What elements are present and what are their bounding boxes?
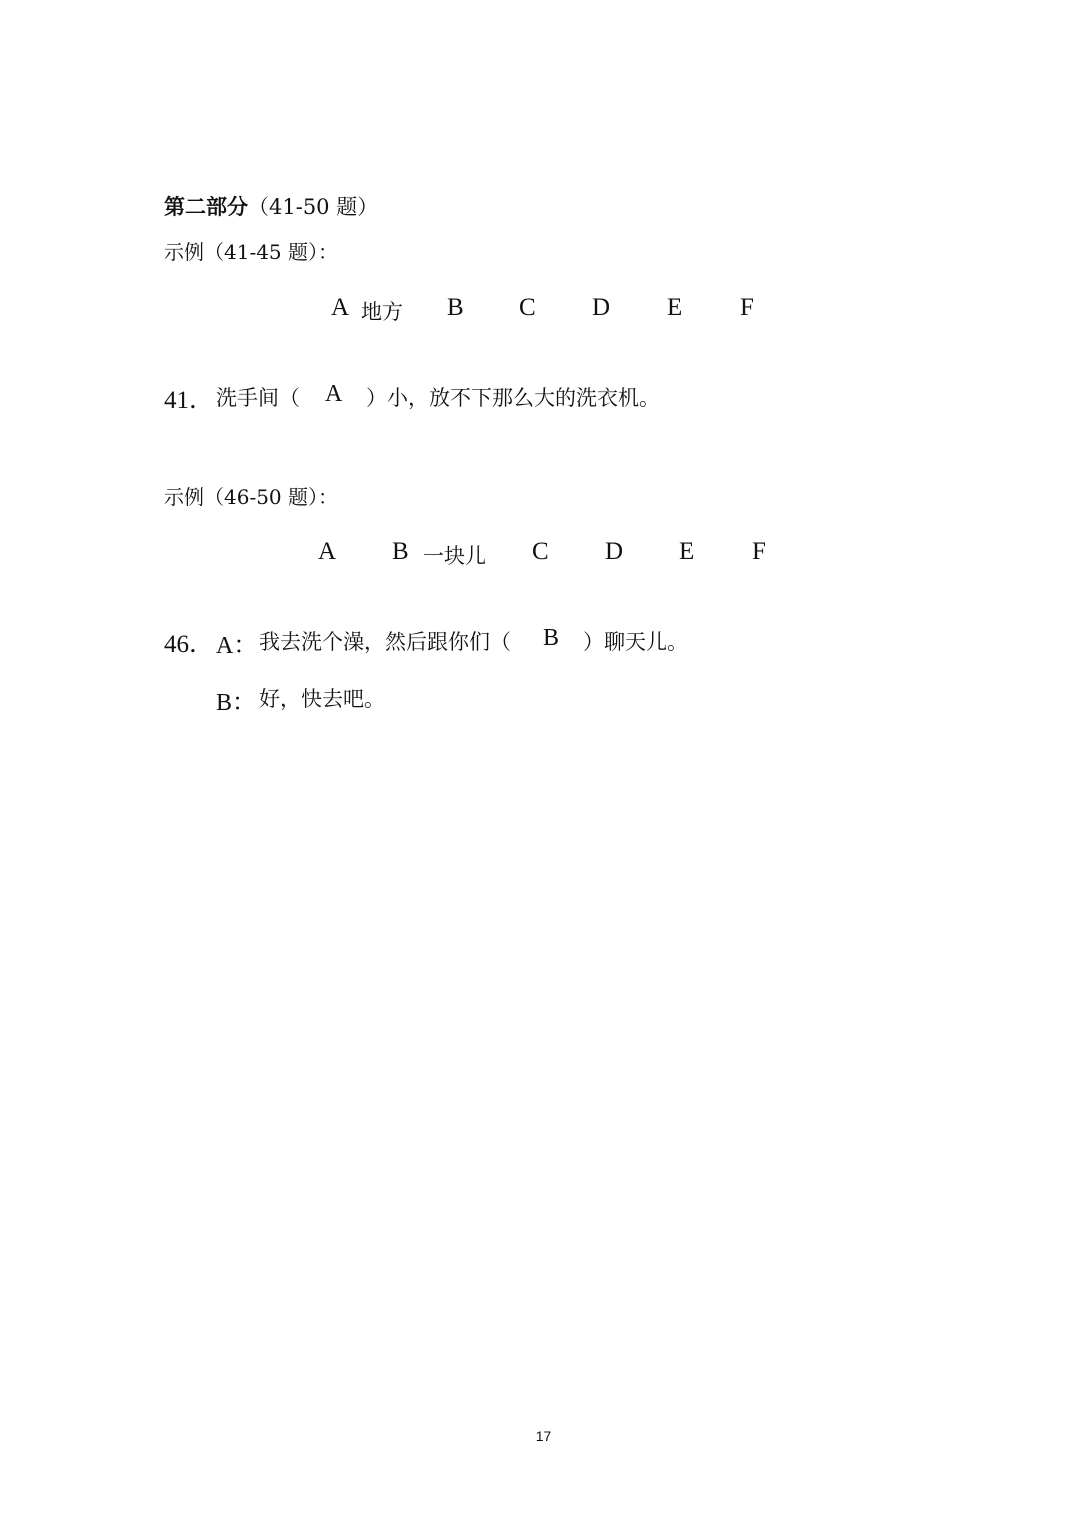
section-heading [164,191,378,221]
answer-blank: B [543,625,560,651]
section-title: 第二部分 [164,194,248,219]
question-text-before: 洗手间（ [216,386,300,410]
option-word-b: 一块儿 [423,544,486,568]
option-letter-f: F [740,294,754,321]
speaker-a: A： [216,633,258,659]
option-letter-c: C [532,538,549,565]
option-letter-a: A [331,294,350,321]
line-b: 好，快去吧。 [259,687,385,711]
speaker-b: B： [216,690,257,716]
option-letter-b: B [447,294,464,321]
question-text-after: ）小，放不下那么大的洗衣机。 [366,386,660,410]
option-letter-a: A [318,538,337,565]
option-letter-d: D [592,294,611,321]
question-number: 41． [164,387,215,414]
option-letter-e: E [667,294,683,321]
page-number: 17 [535,1428,552,1444]
option-letter-f: F [752,538,766,565]
example-label-41-45: 示例（41-45 题）： [164,240,339,264]
option-word-a: 地方 [361,300,403,324]
answer-blank: A [325,381,343,407]
option-letter-e: E [679,538,695,565]
option-letter-c: C [519,294,536,321]
line-a-before: 我去洗个澡，然后跟你们（ [259,630,511,654]
line-a-after: ）聊天儿。 [583,630,688,654]
section-range: （41-50 题） [248,195,379,219]
option-letter-d: D [605,538,624,565]
example-label-46-50: 示例（46-50 题）： [164,485,339,509]
question-number: 46． [164,631,215,658]
option-letter-b: B [392,538,409,565]
